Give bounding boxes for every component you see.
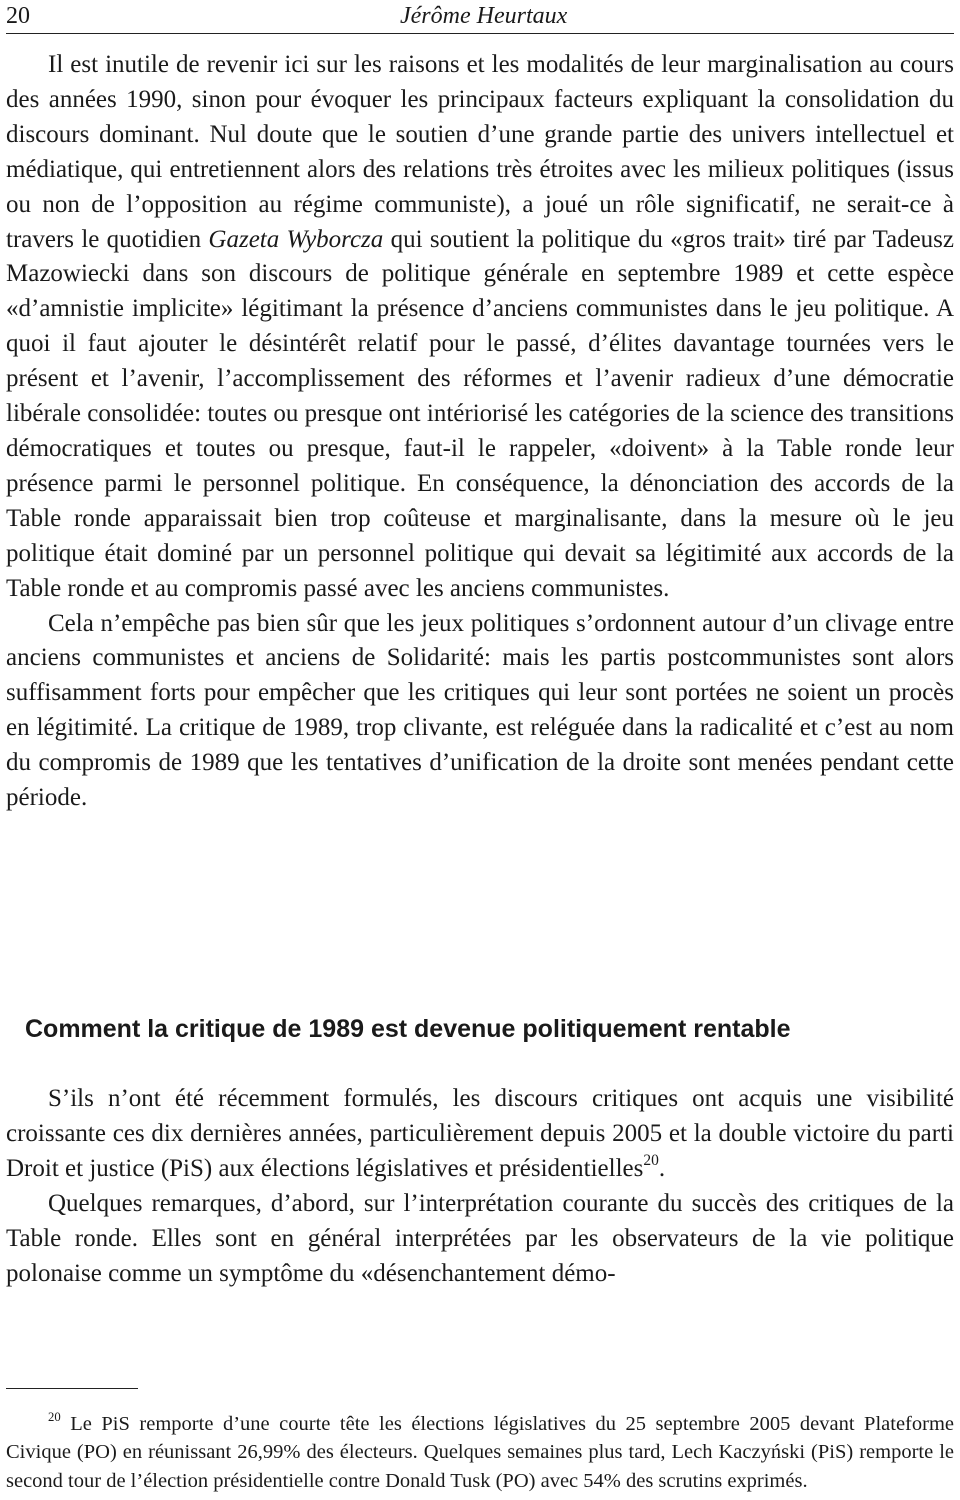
paragraph-4: Quelques remarques, d’abord, sur l’interprétation courante du succès des critiques de la Table ronde. Elles sont en général interprétées par les observateurs de la vie politique polonaise comme un symptôme du «désenchantement démo- [6,1189,954,1287]
newspaper-title: Gazeta Wyborcza [208,225,384,253]
running-head-author: Jérôme Heurtaux [400,3,568,29]
paragraph-3-end: . [658,1154,666,1182]
section-1-body [6,48,954,816]
footnote [6,1410,954,1495]
paragraph-3 [6,1082,954,1187]
page-number: 20 [6,3,30,29]
footnote-divider [6,1388,138,1389]
footnote-number: 20 [48,1409,61,1424]
paragraph-1 [6,48,954,607]
paragraph-1-text-b: qui soutient la politique du «gros trait» tiré par Tadeusz Mazowiecki dans son discours de politique générale en septembre 1989 et cette espèce «d’amnistie implicite» légitimant la présence d’anciens communistes dans le jeu politique. A quoi il faut ajouter le désintérêt relatif pour le passé, d’élites davantage tournées vers le présent et l’avenir, l’accomplissement des réformes et l’avenir radieux d’une démocratie libérale consolidée: toutes ou presque ont intériorisé les catégories de la science des transitions démocratiques et toutes ou presque, faut-il le rappeler, «doivent» à la Table ronde leur présence parmi le personnel politique. En conséquence, la dénonciation des accords de la Table ronde apparaissait bien trop coûteuse et marginalisante, dans la mesure où le jeu politique était dominé par un personnel politique qui devait sa légitimité aux accords de la Table ronde et au compromis passé avec les anciens communistes. [6,225,955,602]
paragraph-1-text-a: Il est inutile de revenir ici sur les raisons et les modalités de leur marginalisation au cours des années 1990, sinon pour évoquer les principaux facteurs expliquant la consolidation du discours dominant. Nul doute que le soutien d’une grande partie des univers intellectuel et médiatique, qui entretiennent alors des relations très étroites avec les milieux politiques (issus ou non de l’opposition au régime communiste), a joué un rôle significatif, ne serait-ce à travers le quotidien [6,51,954,253]
section-heading: Comment la critique de 1989 est devenue politiquement rentable [25,1015,791,1043]
footnote-reference[interactable]: 20 [643,1151,659,1169]
section-2-body [6,1082,954,1291]
paragraph-3-text: S’ils n’ont été récemment formulés, les discours critiques ont acquis une visibilité croissante ces dix dernières années, particulièrement depuis 2005 et la double victoire du parti Droit et justice (PiS) aux élections législatives et présidentielles [6,1085,954,1182]
paragraph-2: Cela n’empêche pas bien sûr que les jeux politiques s’ordonnent autour d’un clivage entre anciens communistes et anciens de Solidarité: mais les partis postcommunistes sont alors suffisamment forts pour empêcher que les critiques qui leur sont portées ne soient un procès en légitimité. La critique de 1989, trop clivante, est reléguée dans la radicalité et c’est au nom du compromis de 1989 que les tentatives d’unification de la droite sont menées pendant cette période. [6,609,954,812]
page-header [6,0,954,34]
footnote-text: Le PiS remporte d’une courte tête les élections législatives du 25 septembre 2005 devant Plateforme Civique (PO) en réunissant 26,99% des électeurs. Quelques semaines plus tard, Lech Kaczyński (PiS) remporte le second tour de l’élection présidentielle contre Donald Tusk (PO) avec 54% des scrutins exprimés. [6,1413,954,1492]
